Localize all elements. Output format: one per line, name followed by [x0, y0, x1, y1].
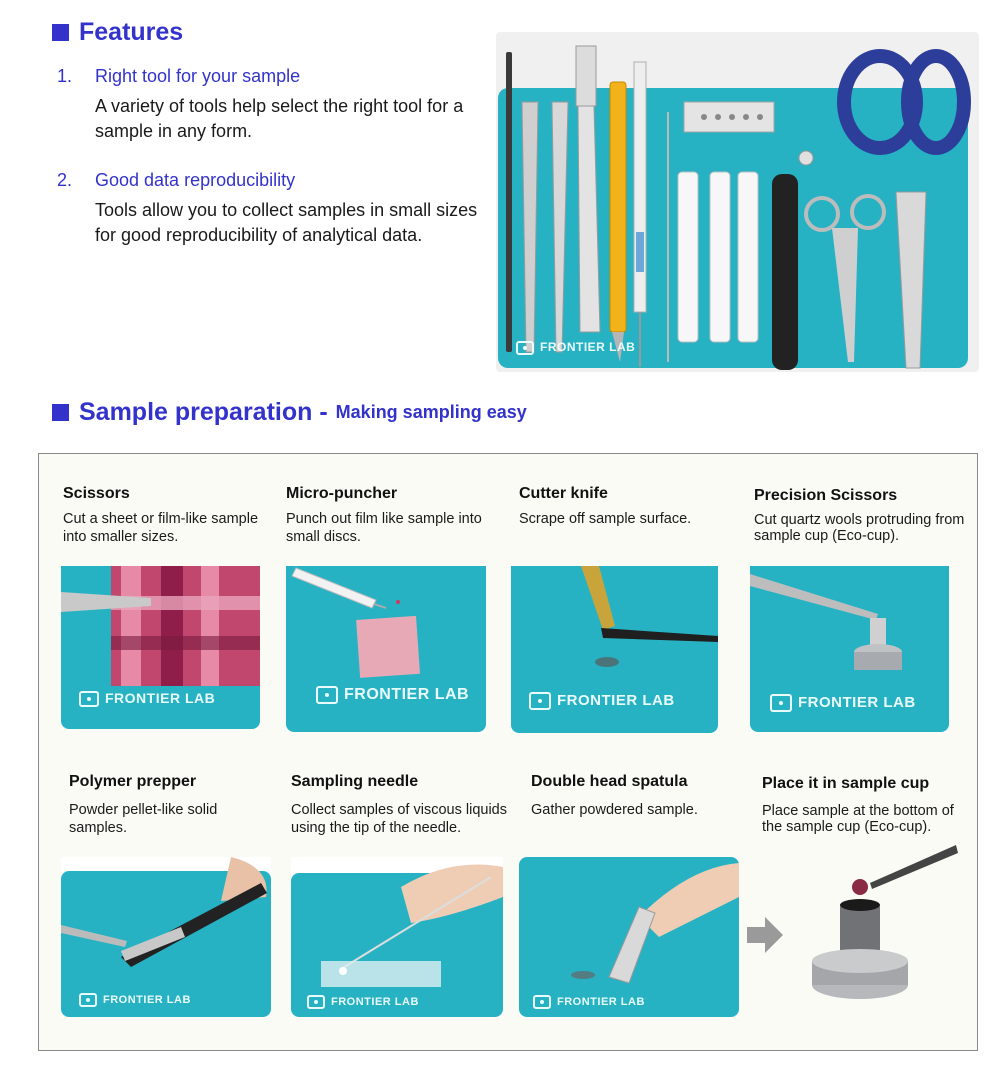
cell-desc-cutter-knife: Scrape off sample surface.: [519, 511, 692, 527]
sample-prep-subtitle: Making sampling easy: [335, 402, 527, 422]
cell-title-precision-scissors: Precision Scissors: [754, 487, 898, 504]
micro-puncher-photo: FRONTIER LAB: [286, 566, 486, 732]
tools-illustration: [496, 32, 979, 372]
feature-title: Right tool for your sample: [95, 66, 301, 86]
tools-photo: [496, 32, 979, 372]
features-heading: [52, 18, 183, 47]
polymer-prepper-photo: FRONTIER LAB: [61, 857, 271, 1017]
frontier-lab-logo-icon: [516, 341, 534, 355]
cell-title-polymer-prepper: Polymer prepper: [69, 773, 197, 790]
feature-number: 1.: [57, 66, 73, 86]
scissors-photo: FRONTIER LAB: [61, 566, 260, 729]
sampling-needle-photo: FRONTIER LAB: [291, 857, 503, 1017]
cell-title-micro-puncher: Micro-puncher: [286, 485, 398, 502]
cell-desc-place-in-cup: Place sample at the bottom of the sample cup (Eco-cup).: [762, 803, 954, 835]
cell-desc-polymer-prepper: Powder pellet-like solid samples.: [69, 802, 218, 836]
sample-prep-title: Sample preparation -: [79, 398, 328, 426]
cell-desc-precision-scissors: Cut quartz wools protruding from sample cup (Eco-cup).: [754, 512, 965, 544]
precision-scissors-photo: FRONTIER LAB: [750, 566, 949, 732]
feature-desc: A variety of tools help select the right tool for a sample in any form.: [95, 96, 464, 141]
cell-desc-double-head-spatula: Gather powdered sample.: [531, 802, 698, 818]
arrow-right-icon: [745, 915, 785, 955]
feature-number: 2.: [57, 170, 73, 190]
sample-prep-heading: [52, 398, 527, 427]
feature-desc: Tools allow you to collect samples in small sizes for good reproducibility of analytical data.: [95, 200, 478, 245]
heading-square-icon: [52, 24, 69, 41]
sample-cup-photo: [790, 845, 960, 1025]
cell-title-place-in-cup: Place it in sample cup: [762, 775, 930, 792]
cell-desc-micro-puncher: Punch out film like sample into small discs.: [286, 511, 482, 545]
cell-title-scissors: Scissors: [63, 485, 130, 502]
cell-title-cutter-knife: Cutter knife: [519, 485, 608, 502]
cell-desc-sampling-needle: Collect samples of viscous liquids using the tip of the needle.: [291, 802, 507, 836]
double-head-spatula-photo: FRONTIER LAB: [519, 857, 739, 1017]
feature-title: Good data reproducibility: [95, 170, 296, 190]
cell-title-sampling-needle: Sampling needle: [291, 773, 419, 790]
tools-photo-logo: FRONTIER LAB: [516, 340, 635, 355]
cell-desc-scissors: Cut a sheet or film-like sample into smaller sizes.: [63, 511, 259, 545]
heading-square-icon: [52, 404, 69, 421]
cutter-knife-photo: FRONTIER LAB: [511, 566, 718, 733]
features-title: Features: [79, 18, 184, 46]
cell-title-double-head-spatula: Double head spatula: [531, 773, 688, 790]
